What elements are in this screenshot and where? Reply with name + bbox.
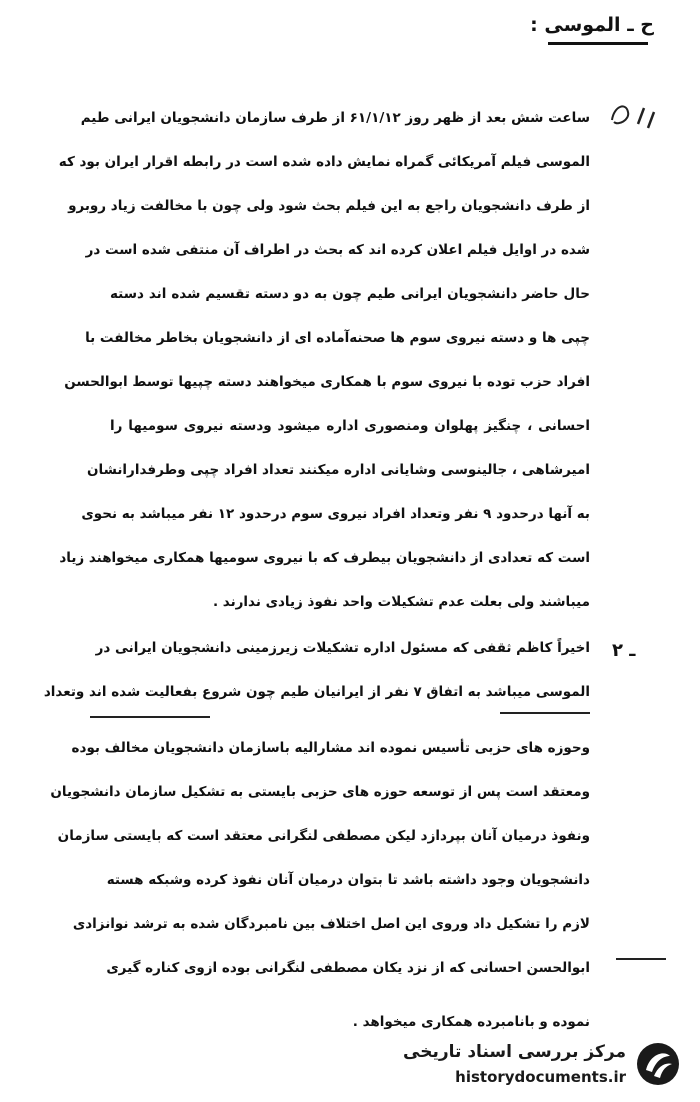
text-line: وحوزه های حزبی تأسیس نموده اند مشارالیه باسازمان دانشجویان مخالف بوده <box>71 740 590 756</box>
text-line: اخیراً کاظم ثقفی که مسئول اداره تشکیلات زیرزمینی دانشجویان ایرانی در <box>95 640 590 656</box>
text-line: الموسى میباشد به اتفاق ۷ نفر از ایرانیان طیم چون شروع بفعالیت شده اند وتعداد <box>43 684 590 700</box>
archive-logo-icon <box>634 1040 682 1088</box>
text-line: از طرف دانشجویان راجع به این فیلم بحث شود ولی چون با مخالفت زیاد روبرو <box>68 198 590 214</box>
watermark-url: historydocuments.ir <box>455 1068 626 1086</box>
dash-mark <box>500 712 590 714</box>
document-heading: ح ـ الموسى : <box>530 14 654 36</box>
text-line: است که تعدادی از دانشجویان بیطرف که با نیروی سومیها همکاری میخواهند زیاد <box>59 550 590 566</box>
dash-mark <box>90 716 210 718</box>
text-line: امیرشاهی ، جالینوسی وشایانی اداره میکنند تعداد افراد چپی وطرفدارانشان <box>87 462 590 478</box>
text-line: ساعت شش بعد از ظهر روز ۶۱/۱/۱۲ از طرف سازمان دانشجویان ایرانی طیم <box>80 110 590 126</box>
text-line: الموسى فیلم آمریکائی گمراه نمایش داده شده است در رابطه اقرار ایران بود که <box>58 154 590 170</box>
text-line: چپی ها و دسته نیروی سوم ها صحنه‌آماده ای از دانشجویان بخاطر مخالفت با <box>85 330 590 346</box>
item-number: ۲ ـ <box>612 640 636 661</box>
text-line: به آنها درحدود ۹ نفر وتعداد افراد نیروی سوم درحدود ۱۲ نفر میباشد به نحوی <box>81 506 590 522</box>
text-line: ومعتقد است پس از توسعه حوزه های حزبی بایستی به تشکیل سازمان دانشجویان <box>50 784 590 800</box>
text-line: احسانی ، چنگیز پهلوان ومنصوری اداره میشود ودسته نیروی سومیها را <box>110 418 590 434</box>
text-line: نموده و بانامبرده همکاری میخواهد . <box>352 1014 590 1030</box>
watermark-name: مرکز بررسی اسناد تاریخی <box>403 1042 626 1062</box>
text-line: ابوالحسن احسانی که از نزد یکان مصطفی لنگرانی بوده ازوی کناره گیری <box>106 960 590 976</box>
text-line: افراد حزب توده با نیروی سوم با همکاری میخواهند دسته چپیها توسط ابوالحسن <box>64 374 590 390</box>
text-line: لازم را تشکیل داد وروی این اصل اختلاف بین نامبردگان شده به ترشد نوانزادی <box>72 916 590 932</box>
text-line: حال حاضر دانشجویان ایرانی طیم چون به دو دسته تقسیم شده اند دسته <box>110 286 590 302</box>
dash-mark <box>616 958 666 960</box>
heading-underline <box>548 42 648 45</box>
archive-watermark <box>403 1036 690 1092</box>
text-line: دانشجویان وجود داشته باشد تا بتوان درمیان آنان نفوذ کرده وشبکه هسته <box>106 872 590 888</box>
margin-note-mark <box>604 98 660 134</box>
text-line: شده در اوایل فیلم اعلان کرده اند که بحث در اطراف آن منتفی شده است در <box>85 242 590 258</box>
text-line: میباشند ولی بعلت عدم تشکیلات واحد نفوذ زیادی ندارند . <box>212 594 590 610</box>
text-line: ونفوذ درمیان آنان بپردازد لیکن مصطفی لنگرانی معتقد است که بایستی سازمان <box>57 828 590 844</box>
